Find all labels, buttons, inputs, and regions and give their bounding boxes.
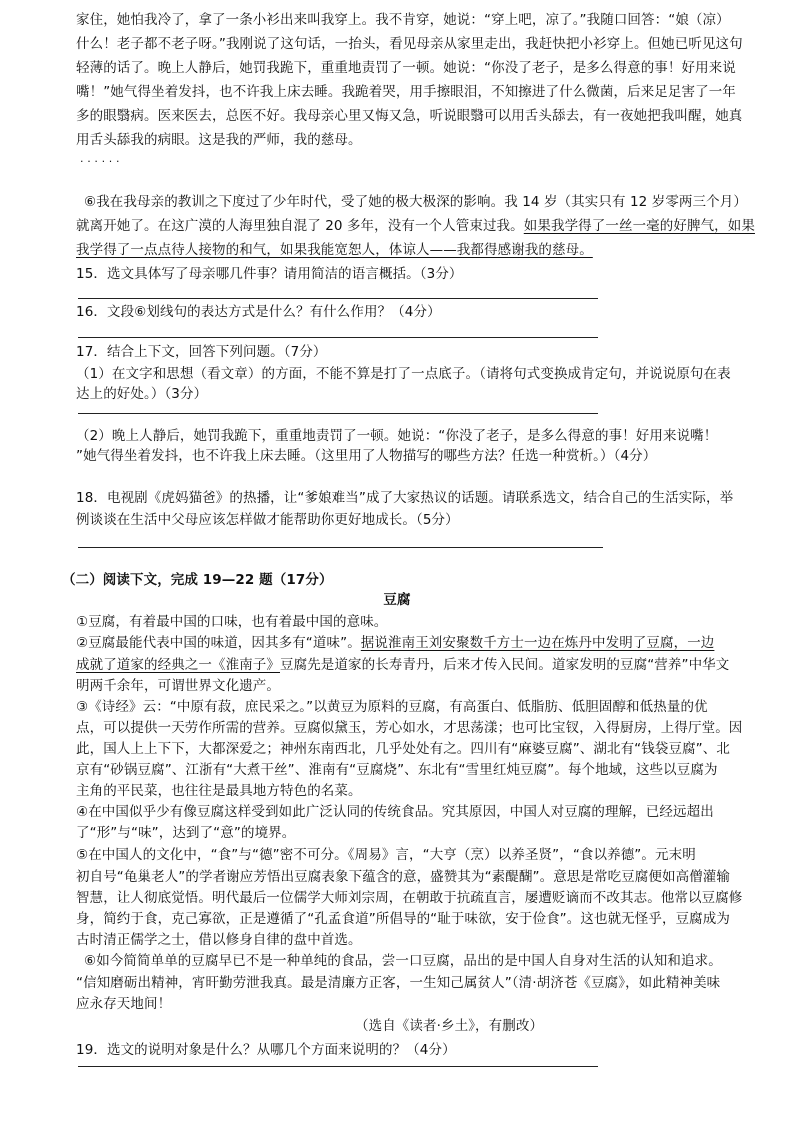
article-paragraph-5-line: 初自号“龟巢老人”的学者谢应芳悟出豆腐表象下蕴含的意，盛赞其为“素醍醐”。意思是常吃豆腐便如高僧灌输: [76, 869, 730, 885]
passage-line: 嘴！”她气得坐着发抖，也不许我上床去睡。我跪着哭，用手擦眼泪，不知擦进了什么微菌，后来足足害了一年: [76, 84, 736, 100]
ellipsis: · · · · · ·: [80, 155, 120, 168]
passage-line: 用舌头舔我的病眼。这是我的严师，我的慈母。: [76, 132, 362, 148]
answer-line-17-1[interactable]: [78, 413, 598, 414]
article-paragraph-1: ①豆腐，有着最中国的口味，也有着最中国的意味。: [76, 614, 388, 630]
source-note: （选自《读者·乡土》，有删改）: [355, 1018, 544, 1034]
answer-line-16[interactable]: [78, 337, 598, 338]
article-paragraph-5-line: ⑤在中国人的文化中，“食”与“德”密不可分。《周易》言，“大亨（烹）以养圣贤”，“食以养德”。元末明: [76, 847, 696, 863]
article-paragraph-3-line: 此，国人上上下下，大都深爱之；神州东南西北，几乎处处有之。四川有“麻婆豆腐”、湖北有“钱袋豆腐”、北: [76, 741, 730, 757]
article-paragraph-6-line: “信知磨砺出精神，宵旰勤劳泄我真。最是清廉方正客，一生知己属贫人”（清·胡济苍《豆腐》，如此精神美味: [76, 975, 721, 991]
question-19: 19．选文的说明对象是什么？从哪几个方面来说明的？（4分）: [76, 1042, 456, 1058]
article-title: 豆腐: [383, 592, 411, 608]
article-paragraph-2: [76, 633, 714, 653]
underlined-sentence: 据说淮南王刘安聚数千方士一边在炼丹中发明了豆腐，一边: [360, 635, 715, 651]
article-paragraph-3-line: 点，可以提供一天劳作所需的营养。豆腐似黛玉，芳心如水，才思荡漾；也可比宝钗，入得厨房，上得厅堂。因: [76, 720, 743, 736]
question-18-cont: 例谈谈在生活中父母应该怎样做才能帮助你更好地成长。（5分）: [76, 512, 459, 528]
question-17-2: （2）晚上人静后，她罚我跪下，重重地责罚了一顿。她说：“你没了老子，是多么得意的事！好用来说嘴！: [76, 428, 718, 444]
underlined-sentence: 我学得了一点点待人接物的和气，如果我能宽恕人，体谅人——我都得感谢我的慈母。: [76, 242, 593, 258]
question-18: 18．电视剧《虎妈猫爸》的热播，让“爹娘难当”成了大家热议的话题。请联系选文，结合自己的生活实际，举: [76, 490, 734, 506]
paragraph-6-line: ⑥我在我母亲的教训之下度过了少年时代，受了她的极大极深的影响。我 14 岁（其实只有 12 岁零两三个月）: [84, 194, 747, 210]
underlined-sentence: 成就了道家的经典之一《淮南子》: [76, 657, 280, 673]
article-paragraph-6-line: 应永存天地间！: [76, 996, 172, 1012]
underlined-sentence: 如果我学得了一丝一毫的好脾气，如果: [523, 218, 755, 234]
passage-line: 什么！老子都不老子呀。”我刚说了这句话，一抬头，看见母亲从家里走出，我赶快把小衫穿上。但她已听见这句: [76, 36, 743, 52]
question-17-1: （1）在文字和思想（看文章）的方面，不能不算是打了一点底子。（请将句式变换成肯定句，并说说原句在表: [76, 366, 731, 382]
article-paragraph-5-line: 身，简约于食，克己寡欲，正是遵循了“孔孟食道”所倡导的“耻于味欲，安于俭食”。这也就无怪乎，豆腐成为: [76, 911, 730, 927]
article-paragraph-3-line: ③《诗经》云：“中原有菽，庶民采之。”以黄豆为原料的豆腐，有高蛋白、低脂肪、低胆固醇和低热量的优: [76, 699, 708, 715]
question-16: 16．文段⑥划线句的表达方式是什么？有什么作用？（4分）: [76, 304, 441, 320]
article-paragraph-2-line: [76, 655, 729, 675]
paragraph-6-text: 就离开她了。在这广漠的人海里独自混了 20 多年，没有一个人管束过我。: [76, 218, 524, 234]
passage-line: 多的眼翳病。医来医去，总医不好。我母亲心里又悔又急，听说眼翳可以用舌头舔去，有一夜她把我叫醒，她真: [76, 108, 743, 124]
article-paragraph-3-line: 主角的平民菜，也往往是最具地方特色的名菜。: [76, 783, 362, 799]
article-paragraph-6-line: ⑥如今简简单单的豆腐早已不是一种单纯的食品，尝一口豆腐，品出的是中国人自身对生活的认知和追求。: [84, 953, 722, 969]
passage-line: 家住，她怕我冷了，拿了一条小衫出来叫我穿上。我不肯穿，她说：“穿上吧，凉了。”我随口回答：“娘（凉）: [76, 12, 730, 28]
article-paragraph-5-line: 古时清正儒学之士，借以修身自律的盘中首选。: [76, 932, 362, 948]
article-paragraph-4-line: 了“形”与“味”，达到了“意”的境界。: [76, 825, 296, 841]
paragraph-6-line: [76, 216, 755, 236]
article-paragraph-5-line: 智慧，让人彻底觉悟。明代最后一位儒学大师刘宗周，在朝敢于抗疏直言，屡遭贬谪而不改其志。他常以豆腐修: [76, 890, 743, 906]
article-paragraph-4-line: ④在中国似乎少有像豆腐这样受到如此广泛认同的传统食品。究其原因，中国人对豆腐的理解，已经远超出: [76, 804, 714, 820]
paragraph-2-text: 豆腐先是道家的长寿青丹，后来才传入民间。道家发明的豆腐“营养”中华文: [280, 657, 730, 673]
question-17-2-cont: ”她气得坐着发抖，也不许我上床去睡。（这里用了人物描写的哪些方法？任选一种赏析。）（4分）: [76, 448, 657, 464]
article-paragraph-2-line: 明两千余年，可谓世界文化遗产。: [76, 678, 280, 694]
question-15: 15．选文具体写了母亲哪几件事？请用简洁的语言概括。（3分）: [76, 266, 463, 282]
question-17: 17．结合上下文，回答下列问题。（7分）: [76, 344, 327, 360]
answer-line-15[interactable]: [78, 298, 598, 299]
question-17-1-cont: 达上的好处。）（3分）: [76, 386, 208, 402]
passage-line: 轻薄的话了。晚上人静后，她罚我跪下，重重地责罚了一顿。她说：“你没了老子，是多么得意的事！好用来说: [76, 60, 736, 76]
paragraph-2-text: ②豆腐最能代表中国的味道，因其多有“道味”。: [76, 635, 361, 651]
article-paragraph-3-line: 京有“砂锅豆腐”、江浙有“大煮干丝”、淮南有“豆腐烧”、东北有“雪里红炖豆腐”。每个地域，这些以豆腐为: [76, 762, 718, 778]
answer-line-18[interactable]: [78, 547, 603, 548]
answer-line-19[interactable]: [78, 1066, 598, 1067]
section-heading: （二）阅读下文，完成 19—22 题（17分）: [62, 572, 333, 588]
